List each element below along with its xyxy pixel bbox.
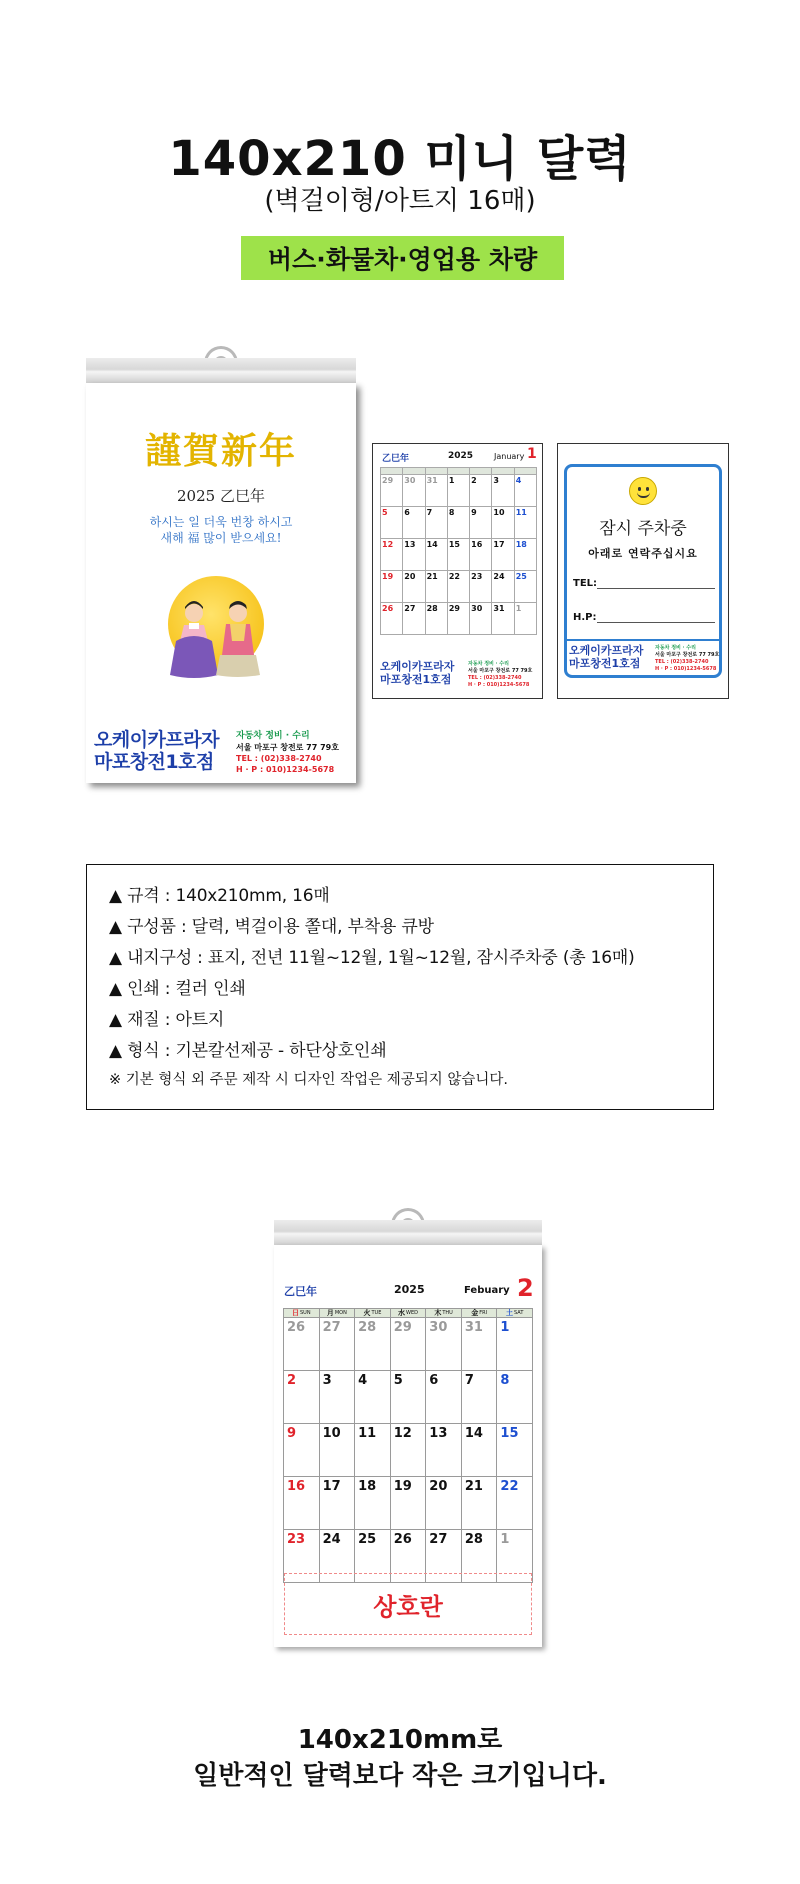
- parking-address: 서울 마포구 창전로 77 79호: [655, 652, 720, 658]
- big-cal-day: [462, 1477, 498, 1530]
- mini-cal-day: 1: [448, 475, 470, 507]
- product-title: 140x210 미니 달력: [168, 131, 632, 187]
- big-cal-day: [462, 1318, 498, 1371]
- parking-tel-label: TEL:: [573, 578, 598, 589]
- mini-service: 자동차 정비 · 수리: [468, 661, 509, 667]
- big-cal-day: [284, 1477, 320, 1530]
- mini-cal-day: 25: [515, 571, 537, 603]
- big-cal-weekday-header: [426, 1309, 462, 1318]
- cover-hp: H · P : 010)1234-5678: [236, 765, 335, 774]
- mini-cal-day: 4: [515, 475, 537, 507]
- big-cal-day-number: 14: [464, 1426, 483, 1441]
- parking-tel-line: [597, 588, 715, 589]
- mini-cal-day: 26: [381, 603, 403, 635]
- big-cal-day-number: 1: [500, 1320, 510, 1335]
- big-cal-day: [284, 1424, 320, 1477]
- big-cal-day: [355, 1424, 391, 1477]
- mini-cal-day: 29: [381, 475, 403, 507]
- smiley-icon: [629, 477, 657, 505]
- mini-cal-day: 1: [515, 603, 537, 635]
- cover-greeting: 謹賀新年: [144, 430, 297, 472]
- big-cal-day: [391, 1424, 427, 1477]
- mini-cal-weekday-header: [426, 468, 448, 475]
- big-cal-year-label: 乙巳年: [284, 1285, 317, 1298]
- mini-cal-year-label: 乙巳年: [382, 454, 410, 464]
- mini-tel: TEL : (02)338-2740: [468, 675, 522, 681]
- big-cal-day-number: 11: [358, 1426, 377, 1441]
- mini-address: 서울 마포구 창전로 77 79호: [468, 668, 533, 674]
- big-cal-day-number: 27: [322, 1320, 341, 1335]
- mini-cal-day: 3: [492, 475, 514, 507]
- calendar-month-sample: [372, 443, 543, 699]
- big-cal-day-number: 1: [500, 1532, 510, 1547]
- mini-cal-day: 29: [448, 603, 470, 635]
- weekday-hanja: 土: [506, 1309, 514, 1317]
- parking-shop-name-1: 오케이카프라자: [569, 644, 644, 657]
- big-cal-day: [497, 1371, 533, 1424]
- parking-shop-name-2: 마포창전1호점: [569, 657, 641, 670]
- big-cal-day-number: 28: [358, 1320, 377, 1335]
- big-cal-day: [426, 1318, 462, 1371]
- big-cal-day: [284, 1318, 320, 1371]
- big-cal-day: [355, 1318, 391, 1371]
- big-cal-month-num: 2: [517, 1274, 534, 1302]
- weekday-hanja: 月: [326, 1309, 334, 1317]
- mini-cal-day: 15: [448, 539, 470, 571]
- big-cal-month-name: Febuary: [464, 1285, 510, 1296]
- weekday-hanja: 火: [363, 1309, 371, 1317]
- cover-address: 서울 마포구 창전로 77 79호: [236, 743, 339, 752]
- big-cal-day: [284, 1371, 320, 1424]
- size-description-line-2: 일반적인 달력보다 작은 크기입니다.: [193, 1761, 607, 1791]
- couple-hanbok-illustration: [156, 595, 276, 681]
- big-cal-day-number: 12: [393, 1426, 412, 1441]
- big-cal-day: [462, 1424, 498, 1477]
- mutual-name-area: [284, 1573, 532, 1635]
- big-cal-year: 2025: [394, 1283, 425, 1296]
- mini-cal-day: 16: [470, 539, 492, 571]
- weekday-english: THU: [442, 1310, 453, 1316]
- mini-cal-day: 28: [426, 603, 448, 635]
- big-cal-day-number: 17: [322, 1479, 341, 1494]
- big-cal-day-number: 13: [429, 1426, 448, 1441]
- big-cal-day: [320, 1424, 356, 1477]
- big-cal-day: [320, 1371, 356, 1424]
- mini-cal-day: 24: [492, 571, 514, 603]
- spec-note: ※ 기본 형식 외 주문 제작 시 디자인 작업은 제공되지 않습니다.: [109, 1072, 509, 1088]
- big-cal-day-number: 23: [287, 1532, 306, 1547]
- big-cal-day-number: 18: [358, 1479, 377, 1494]
- parking-service: 자동차 정비 · 수리: [655, 645, 696, 651]
- mini-cal-day: 22: [448, 571, 470, 603]
- product-subtitle: (벽걸이형/아트지 16매): [264, 186, 536, 216]
- big-cal-day: [426, 1424, 462, 1477]
- big-cal-weekday-header: [497, 1309, 533, 1318]
- mini-cal-month-name: January: [494, 452, 525, 461]
- big-cal-weekday-header: [355, 1309, 391, 1318]
- mini-cal-weekday-header: [470, 468, 492, 475]
- cover-hanger: [86, 346, 356, 386]
- cover-shop-name-1: 오케이카프라자: [94, 729, 219, 751]
- mini-cal-day: 10: [492, 507, 514, 539]
- parking-divider: [567, 639, 719, 641]
- cover-shop-name-2: 마포창전1호점: [94, 751, 214, 773]
- mini-cal-weekday-header: [403, 468, 425, 475]
- calendar-cover: [86, 383, 356, 783]
- big-cal-day-number: 8: [500, 1373, 510, 1388]
- mini-cal-day: 17: [492, 539, 514, 571]
- weekday-english: SAT: [514, 1310, 524, 1316]
- big-cal-day-number: 4: [358, 1373, 368, 1388]
- cover-wish-2: 새해 福 많이 받으세요!: [160, 531, 282, 545]
- mini-cal-day: 2: [470, 475, 492, 507]
- weekday-hanja: 水: [398, 1309, 406, 1317]
- spec-format: ▲ 형식 : 기본칼선제공 - 하단상호인쇄: [109, 1041, 387, 1061]
- weekday-hanja: 金: [471, 1309, 479, 1317]
- mini-cal-weekday-header: [381, 468, 403, 475]
- parking-tel: TEL : (02)338-2740: [655, 659, 709, 665]
- big-cal-day: [426, 1477, 462, 1530]
- mini-cal-day: 21: [426, 571, 448, 603]
- weekday-english: WED: [406, 1310, 418, 1316]
- big-cal-day-number: 9: [287, 1426, 297, 1441]
- big-cal-weekday-header: [284, 1309, 320, 1318]
- mini-cal-grid: [380, 467, 537, 635]
- big-cal-day-number: 7: [464, 1373, 474, 1388]
- big-cal-weekday-header: [320, 1309, 356, 1318]
- big-cal-day: [462, 1371, 498, 1424]
- big-cal-day-number: 6: [429, 1373, 439, 1388]
- big-cal-day: [497, 1424, 533, 1477]
- mini-cal-day: 9: [470, 507, 492, 539]
- big-cal-day: [320, 1477, 356, 1530]
- parking-hp-label: H.P:: [573, 612, 597, 623]
- big-cal-day: [320, 1318, 356, 1371]
- spec-inner-pages: ▲ 내지구성 : 표지, 전년 11월~12월, 1월~12월, 잠시주차중 (총 16매): [109, 948, 635, 968]
- calendar-february-sample: [274, 1245, 542, 1647]
- mini-cal-day: 27: [403, 603, 425, 635]
- big-cal-day-number: 20: [429, 1479, 448, 1494]
- parking-title: 잠시 주차중: [599, 519, 687, 539]
- weekday-english: FRI: [479, 1310, 488, 1316]
- cover-year: 2025 乙巳年: [177, 487, 265, 505]
- mini-cal-day: 12: [381, 539, 403, 571]
- big-cal-day: [355, 1371, 391, 1424]
- parking-notice-frame: [564, 464, 722, 678]
- spec-size: ▲ 규격 : 140x210mm, 16매: [109, 886, 330, 906]
- cover-wish-1: 하시는 일 더욱 번창 하시고: [149, 515, 293, 529]
- big-cal-day: [426, 1371, 462, 1424]
- mini-cal-day: 11: [515, 507, 537, 539]
- mini-cal-weekday-header: [492, 468, 514, 475]
- mini-cal-day: 30: [403, 475, 425, 507]
- big-cal-day: [391, 1318, 427, 1371]
- big-cal-day: [497, 1477, 533, 1530]
- mini-cal-day: 6: [403, 507, 425, 539]
- big-cal-day-number: 10: [322, 1426, 341, 1441]
- weekday-hanja: 木: [434, 1309, 442, 1317]
- big-cal-day-number: 2: [287, 1373, 297, 1388]
- big-cal-day-number: 15: [500, 1426, 519, 1441]
- mini-hp: H · P : 010)1234-5678: [468, 682, 530, 688]
- cover-tel: TEL : (02)338-2740: [236, 754, 322, 763]
- big-cal-weekday-header: [391, 1309, 427, 1318]
- spec-printing: ▲ 인쇄 : 컬러 인쇄: [109, 979, 246, 999]
- big-cal-day-number: 22: [500, 1479, 519, 1494]
- parking-hp-line: [597, 622, 715, 623]
- mini-cal-day: 20: [403, 571, 425, 603]
- mini-cal-year: 2025: [448, 451, 474, 461]
- cover-service: 자동차 정비 · 수리: [236, 731, 310, 741]
- mini-cal-day: 5: [381, 507, 403, 539]
- mini-cal-weekday-header: [448, 468, 470, 475]
- big-cal-day-number: 29: [393, 1320, 412, 1335]
- mini-cal-day: 19: [381, 571, 403, 603]
- big-cal-day-number: 27: [429, 1532, 448, 1547]
- parking-notice-card: [557, 443, 729, 699]
- weekday-english: MON: [334, 1310, 347, 1316]
- spec-components: ▲ 구성품 : 달력, 벽걸이용 쫄대, 부착용 큐방: [109, 917, 434, 937]
- big-cal-day-number: 24: [322, 1532, 341, 1547]
- big-cal-grid: [283, 1308, 533, 1583]
- mini-cal-day: 8: [448, 507, 470, 539]
- big-cal-day-number: 26: [287, 1320, 306, 1335]
- mutual-label: 상호란: [373, 1592, 443, 1621]
- mini-cal-day: 13: [403, 539, 425, 571]
- big-cal-day: [497, 1318, 533, 1371]
- spec-material: ▲ 재질 : 아트지: [109, 1010, 225, 1030]
- parking-subtitle: 아래로 연락주십시요: [588, 547, 698, 560]
- mini-cal-month-num: 1: [527, 446, 537, 462]
- weekday-english: TUE: [371, 1310, 382, 1316]
- mini-cal-day: 31: [492, 603, 514, 635]
- big-cal-day-number: 21: [464, 1479, 483, 1494]
- big-cal-weekday-header: [462, 1309, 498, 1318]
- usage-badge: 버스·화물차·영업용 차량: [241, 236, 564, 280]
- big-cal-day-number: 30: [429, 1320, 448, 1335]
- big-cal-day-number: 5: [393, 1373, 403, 1388]
- big-cal-day-number: 28: [464, 1532, 483, 1547]
- big-cal-day: [355, 1477, 391, 1530]
- big-cal-hanger: [274, 1208, 542, 1248]
- big-cal-day-number: 3: [322, 1373, 332, 1388]
- big-cal-day-number: 16: [287, 1479, 306, 1494]
- mini-cal-weekday-header: [515, 468, 537, 475]
- big-cal-day: [391, 1477, 427, 1530]
- mini-cal-day: 7: [426, 507, 448, 539]
- mini-cal-day: 18: [515, 539, 537, 571]
- weekday-english: SUN: [299, 1310, 311, 1316]
- big-cal-day-number: 19: [393, 1479, 412, 1494]
- mini-shop-name-2: 마포창전1호점: [380, 673, 452, 686]
- mini-cal-day: 31: [426, 475, 448, 507]
- size-description-line-1: 140x210mm로: [297, 1725, 503, 1755]
- big-cal-day-number: 25: [358, 1532, 377, 1547]
- mini-cal-day: 14: [426, 539, 448, 571]
- big-cal-day-number: 31: [464, 1320, 483, 1335]
- mini-cal-day: 30: [470, 603, 492, 635]
- parking-hp: H · P : 010)1234-5678: [655, 666, 717, 672]
- big-cal-day: [391, 1371, 427, 1424]
- weekday-hanja: 日: [291, 1309, 299, 1317]
- size-description: [0, 1722, 800, 1794]
- mini-cal-day: 23: [470, 571, 492, 603]
- mini-shop-name-1: 오케이카프라자: [380, 660, 455, 673]
- spec-box: [86, 864, 714, 1110]
- big-cal-day-number: 26: [393, 1532, 412, 1547]
